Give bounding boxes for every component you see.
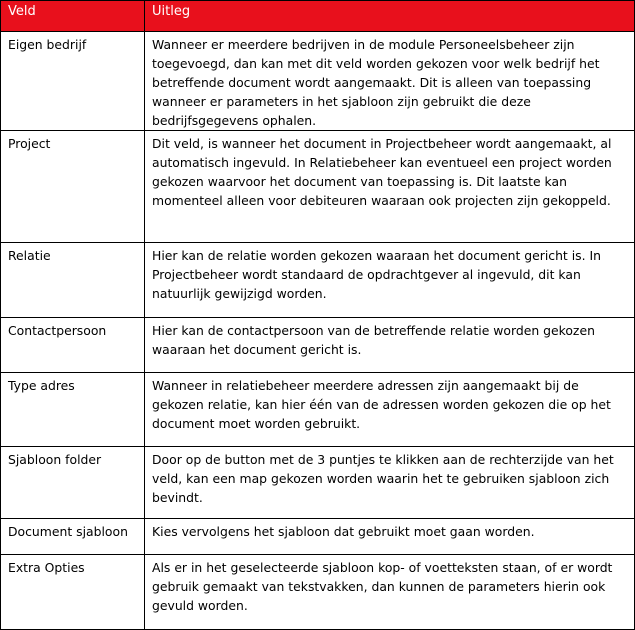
field-cell: Type adres bbox=[1, 373, 145, 447]
explanation-cell: Kies vervolgens het sjabloon dat gebruikt moet gaan worden. bbox=[145, 519, 635, 555]
field-cell: Eigen bedrijf bbox=[1, 32, 145, 131]
field-cell: Sjabloon folder bbox=[1, 447, 145, 519]
field-cell: Relatie bbox=[1, 243, 145, 318]
field-cell: Extra Opties bbox=[1, 555, 145, 630]
field-cell: Contactpersoon bbox=[1, 318, 145, 373]
table-row bbox=[1, 318, 635, 373]
header-field: Veld bbox=[1, 1, 145, 32]
table-header-row bbox=[1, 1, 635, 32]
field-cell: Project bbox=[1, 131, 145, 243]
table-row bbox=[1, 373, 635, 447]
table-row bbox=[1, 243, 635, 318]
table-row bbox=[1, 32, 635, 131]
table-row bbox=[1, 519, 635, 555]
explanation-cell: Wanneer er meerdere bedrijven in de module Personeelsbeheer zijn toegevoegd, dan kan met dit veld worden gekozen voor welk bedrijf het betreffende document wordt aangemaakt. Dit is alleen van toepassing wanneer er parameters in het sjabloon zijn gebruikt die deze bedrijfsgegevens ophalen. bbox=[145, 32, 635, 131]
header-explanation: Uitleg bbox=[145, 1, 635, 32]
explanation-cell: Wanneer in relatiebeheer meerdere adressen zijn aangemaakt bij de gekozen relatie, kan hier één van de adressen worden gekozen die op het document moet worden gebruikt. bbox=[145, 373, 635, 447]
field-cell: Document sjabloon bbox=[1, 519, 145, 555]
explanation-cell: Dit veld, is wanneer het document in Projectbeheer wordt aangemaakt, al automatisch ingevuld. In Relatiebeheer kan eventueel een project worden gekozen waarvoor het document van toepassing is. Dit laatste kan momenteel alleen voor debiteuren waaraan ook projecten zijn gekoppeld. bbox=[145, 131, 635, 243]
table-row bbox=[1, 447, 635, 519]
explanation-cell: Hier kan de contactpersoon van de betreffende relatie worden gekozen waaraan het document gericht is. bbox=[145, 318, 635, 373]
explanation-cell: Als er in het geselecteerde sjabloon kop- of voetteksten staan, of er wordt gebruik gemaakt van tekstvakken, dan kunnen de parameters hierin ook gevuld worden. bbox=[145, 555, 635, 630]
explanation-cell: Hier kan de relatie worden gekozen waaraan het document gericht is. In Projectbeheer wordt standaard de opdrachtgever al ingevuld, dit kan natuurlijk gewijzigd worden. bbox=[145, 243, 635, 318]
explanation-cell: Door op de button met de 3 puntjes te klikken aan de rechterzijde van het veld, kan een map gekozen worden waarin het te gebruiken sjabloon zich bevindt. bbox=[145, 447, 635, 519]
table-row bbox=[1, 131, 635, 243]
table-row bbox=[1, 555, 635, 630]
